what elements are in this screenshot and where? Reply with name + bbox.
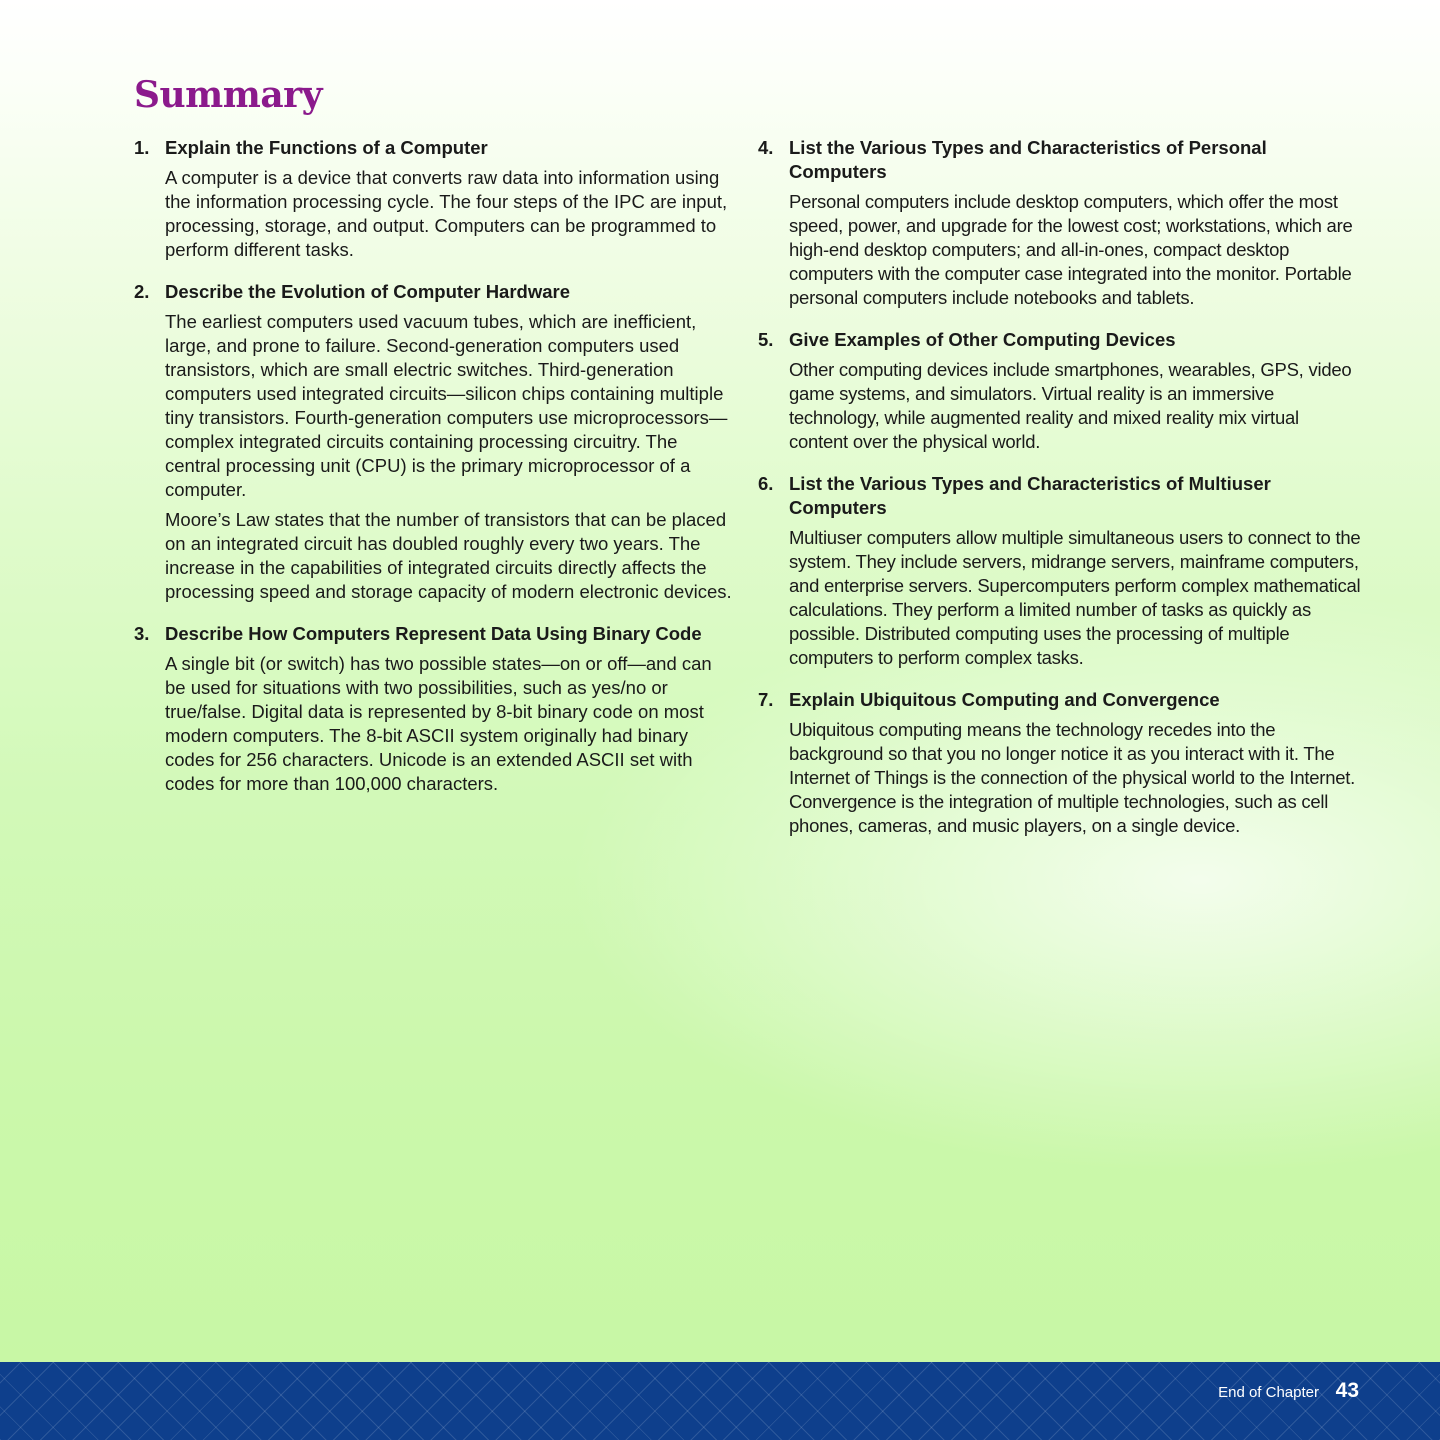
item-heading: Describe the Evolution of Computer Hardware: [165, 281, 571, 302]
item-number: 3.: [134, 623, 150, 644]
footer-band: [0, 1362, 1440, 1440]
item-number: 7.: [758, 689, 774, 710]
item-number: 4.: [758, 137, 774, 158]
summary-column-right: [758, 136, 1362, 856]
item-number: 6.: [758, 473, 774, 494]
item-paragraph: A single bit (or switch) has two possible states—on or off—and can be used for situations with two possibilities, such as yes/no or true/false. Digital data is represented by 8-bit binary code on most modern computers. The 8-bit ASCII system originally had binary codes for 256 characters. Unicode is an extended ASCII set with codes for more than 100,000 characters.: [165, 653, 712, 794]
item-number: 1.: [134, 137, 150, 158]
summary-item-6: [758, 472, 1362, 670]
item-heading: Explain the Functions of a Computer: [165, 137, 488, 158]
summary-column-left: [134, 136, 736, 814]
item-paragraph: Multiuser computers allow multiple simultaneous users to connect to the system. They include servers, midrange servers, mainframe computers, and enterprise servers. Supercomputers perform complex mathematical calculations. They perform a limited number of tasks as quickly as possible. Distributed computing uses the processing of multiple computers to perform complex tasks.: [789, 527, 1361, 668]
summary-item-7: [758, 688, 1362, 838]
item-paragraph: The earliest computers used vacuum tubes, which are inefficient, large, and prone to failure. Second-generation computers used transistors, which are small electric switches. Third-generation computers used integrated circuits—silicon chips containing multiple tiny transistors. Fourth-generation computers use microprocessors—complex integrated circuits containing processing circuitry. The central processing unit (CPU) is the primary microprocessor of a computer.: [165, 311, 728, 500]
summary-item-1: [134, 136, 736, 262]
summary-item-3: [134, 622, 736, 796]
item-paragraph: A computer is a device that converts raw data into information using the information processing cycle. The four steps of the IPC are input, processing, storage, and output. Computers can be programmed to perform different tasks.: [165, 167, 728, 260]
summary-item-2: [134, 280, 736, 604]
page-number: 43: [1335, 1379, 1359, 1402]
summary-item-4: [758, 136, 1362, 310]
item-number: 5.: [758, 329, 774, 350]
item-paragraph: Ubiquitous computing means the technology recedes into the background so that you no longer notice it as you interact with it. The Internet of Things is the connection of the physical world to the Internet. Convergence is the integration of multiple technologies, such as cell phones, cameras, and music players, on a single device.: [789, 719, 1356, 836]
item-paragraph: Personal computers include desktop computers, which offer the most speed, power, and upgrade for the lowest cost; workstations, which are high-end desktop computers; and all-in-ones, compact desktop computers with the computer case integrated into the monitor. Portable personal computers include notebooks and tablets.: [789, 191, 1353, 308]
item-number: 2.: [134, 281, 150, 302]
item-heading: List the Various Types and Characteristics of Multiuser Computers: [789, 473, 1271, 518]
summary-item-5: [758, 328, 1362, 454]
item-heading: Explain Ubiquitous Computing and Convergence: [789, 689, 1220, 710]
item-paragraph: Moore’s Law states that the number of transistors that can be placed on an integrated circuit has doubled roughly every two years. The increase in the capabilities of integrated circuits directly affects the processing speed and storage capacity of modern electronic devices.: [165, 509, 732, 602]
footer-section-label: End of Chapter: [1218, 1384, 1319, 1401]
item-paragraph: Other computing devices include smartphones, wearables, GPS, video game systems, and simulators. Virtual reality is an immersive technology, while augmented reality and mixed reality mix virtual content over the physical world.: [789, 359, 1352, 452]
page-title: Summary: [134, 74, 323, 116]
item-heading: Describe How Computers Represent Data Using Binary Code: [165, 623, 702, 644]
item-heading: List the Various Types and Characteristics of Personal Computers: [789, 137, 1267, 182]
item-heading: Give Examples of Other Computing Devices: [789, 329, 1176, 350]
